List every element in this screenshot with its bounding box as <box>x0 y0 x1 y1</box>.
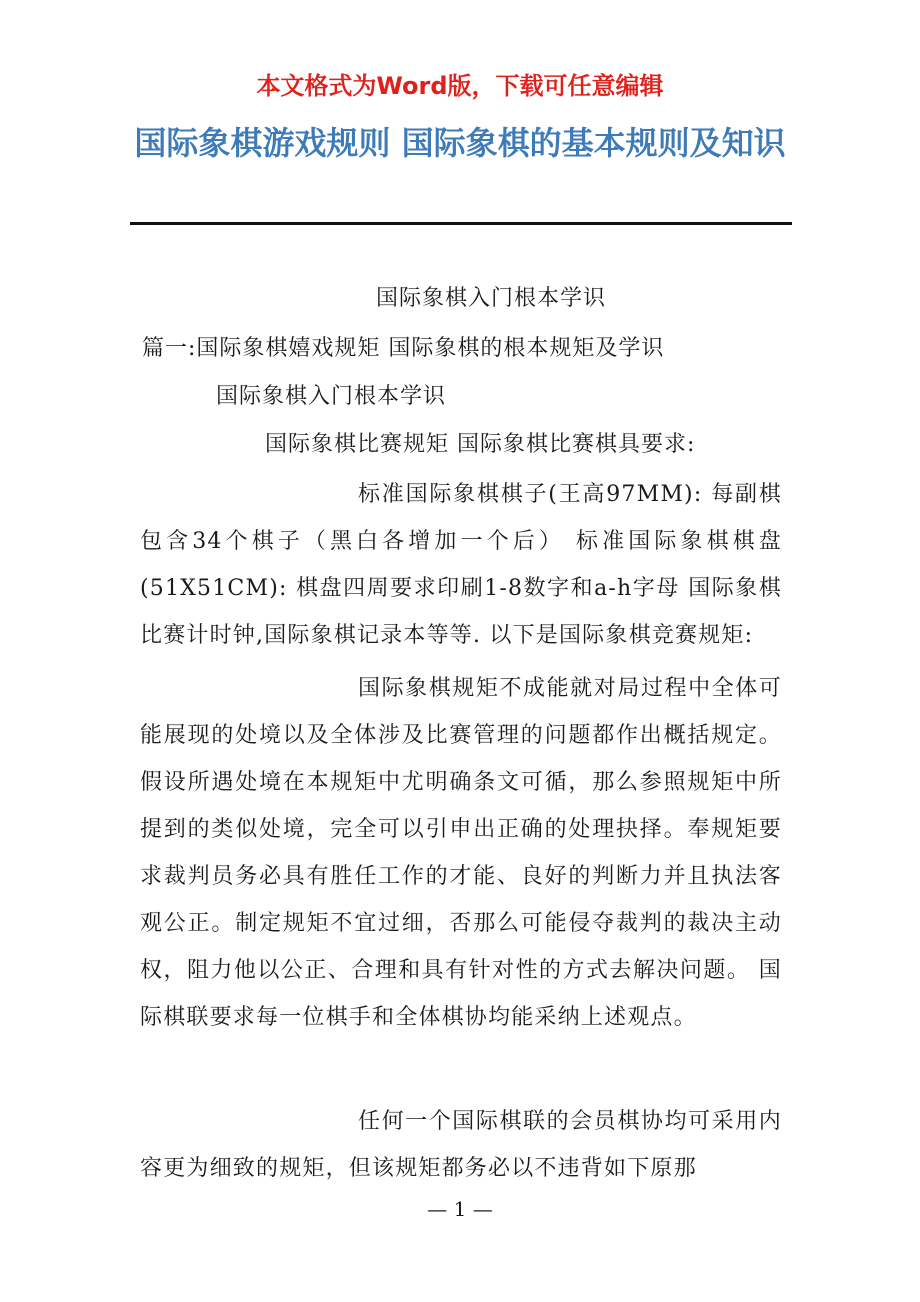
paragraph-3: 任何一个国际棋联的会员棋协均可采用内容更为细致的规矩，但该规矩都务必以不违背如下原那 <box>140 1109 782 1181</box>
sub-heading-2: 国际象棋比赛规矩 国际象棋比赛棋具要求: <box>265 432 696 457</box>
sub-heading: 国际象棋入门根本学识 <box>216 384 447 409</box>
paragraph-2: 国际象棋规矩不成能就对局过程中全体可能展现的处境以及全体涉及比赛管理的问题都作出概括规定。假设所遇处境在本规矩中尤明确条文可循，那么参照规矩中所提到的类似处境，完全可以引申出正确的处理抉择。奉规矩要求裁判员务必具有胜任工作的才能、良好的判断力并且执法客观公正。制定规矩不宜过细，否那么可能侵夺裁判的裁决主动权，阻力他以公正、合理和具有针对性的方式去解决问题。 国际棋联要求每一位棋手和全体棋协均能采纳上述观点。 <box>140 676 782 1030</box>
format-notice: 本文格式为Word版，下载可任意编辑 <box>256 72 664 100</box>
part-heading: 篇一:国际象棋嬉戏规矩 国际象棋的根本规矩及学识 <box>142 336 665 361</box>
paragraph-1: 标准国际象棋棋子(王高97MM): 每副棋包含34个棋子（黑白各增加一个后） 标准国际象棋棋盘(51X51CM): 棋盘四周要求印刷1-8数字和a-h字母 国际象棋比赛计时钟,国际象棋记录本等等. 以下是国际象棋竞赛规矩: <box>140 482 782 648</box>
document-title: 国际象棋游戏规则 国际象棋的基本规则及知识 <box>134 124 786 162</box>
section-heading: 国际象棋入门根本学识 <box>376 286 607 311</box>
title-divider <box>130 222 792 225</box>
page-number: — 1 — <box>427 1197 493 1221</box>
